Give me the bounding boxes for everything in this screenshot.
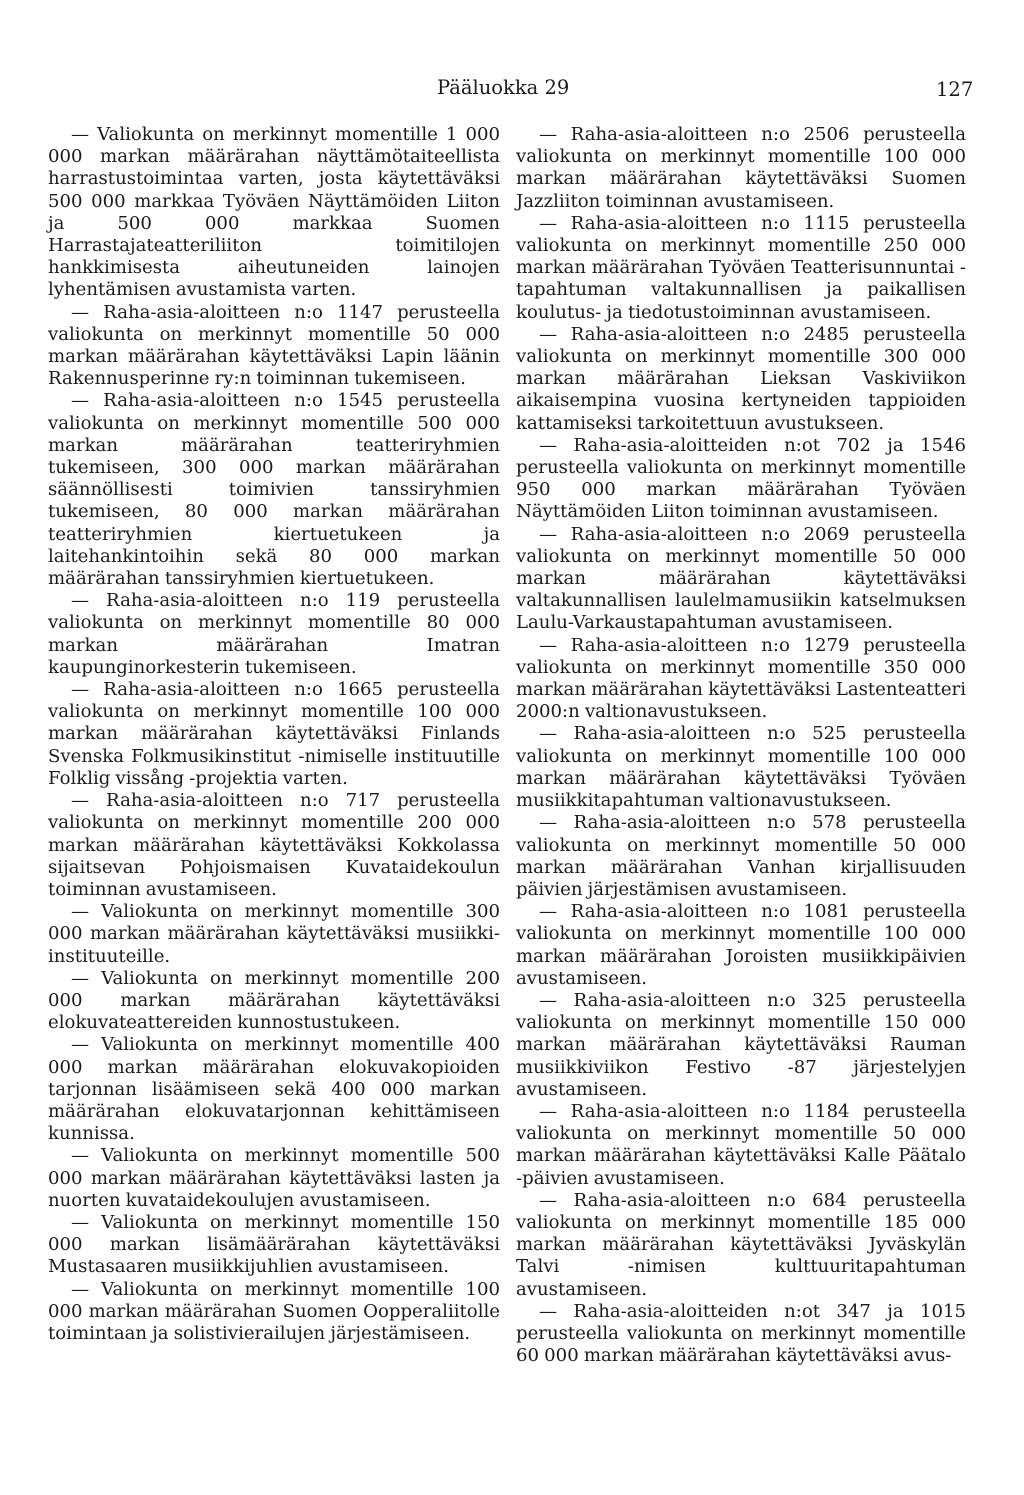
paragraph: — Valiokunta on merkinnyt momentille 300 000 markan määrärahan käytettäväksi musiikki-instituuteille. [48, 901, 500, 967]
paragraph: — Raha-asia-aloitteen n:o 525 perusteella valiokunta on merkinnyt momentille 100 000 markan määrärahan käytettäväksi Työväen musiikkitapahtuman valtionavustukseen. [516, 723, 966, 812]
paragraph: — Valiokunta on merkinnyt momentille 1 000 000 markan määrärahan näyttämötaiteellista harrastustoimintaa varten, josta käytettäväksi 500 000 markkaa Työväen Näyttämöiden Liiton ja 500 000 markkaa Suomen Harrastajateatteriliiton toimitilojen hankkimisesta aiheutuneiden lainojen lyhentämisen avustamista varten. [48, 124, 500, 301]
paragraph: — Raha-asia-aloitteen n:o 2069 perusteella valiokunta on merkinnyt momentille 50 000 markan määrärahan käytettäväksi valtakunnallisen laulelmamusiikin katselmuksen Laulu-Varkaustapahtuman avustamiseen. [516, 523, 966, 634]
paragraph: — Raha-asia-aloitteen n:o 1665 perusteella valiokunta on merkinnyt momentille 100 000 markan määrärahan käytettäväksi Finlands Svenska Folkmusikinstitut -nimiselle instituutille Folklig vissång -projektia varten. [48, 679, 500, 789]
paragraph: — Raha-asia-aloitteen n:o 578 perusteella valiokunta on merkinnyt momentille 50 000 markan määrärahan Vanhan kirjallisuuden päivien järjestämisen avustamiseen. [516, 812, 966, 900]
paragraph: — Valiokunta on merkinnyt momentille 200 000 markan määrärahan käytettäväksi elokuvateattereiden kunnostustukeen. [48, 967, 500, 1034]
paragraph: — Raha-asia-aloitteen n:o 1184 perusteella valiokunta on merkinnyt momentille 50 000 markan määrärahan käytettäväksi Kalle Päätalo -päivien avustamiseen. [516, 1100, 966, 1189]
paragraph: — Raha-asia-aloitteen n:o 1279 perusteella valiokunta on merkinnyt momentille 350 000 markan määrärahan käytettäväksi Lastenteatteri 2000:n valtionavustukseen. [516, 634, 966, 723]
section-title: Pääluokka 29 [437, 76, 570, 99]
paragraph: — Raha-asia-aloitteen n:o 1081 perusteella valiokunta on merkinnyt momentille 100 000 markan määrärahan Joroisten musiikkipäivien avustamiseen. [516, 901, 966, 989]
paragraph: — Raha-asia-aloitteiden n:ot 702 ja 1546 perusteella valiokunta on merkinnyt momentille 950 000 markan määrärahan Työväen Näyttämöiden Liiton toiminnan avustamiseen. [516, 434, 966, 523]
paragraph: — Raha-asia-aloitteiden n:ot 347 ja 1015 perusteella valiokunta on merkinnyt momentille 60 000 markan määrärahan käytettäväksi avus- [516, 1300, 966, 1367]
page-number: 127 [936, 78, 974, 101]
paragraph: — Raha-asia-aloitteen n:o 1545 perusteella valiokunta on merkinnyt momentille 500 000 markan määrärahan teatteriryhmien tukemiseen, 300 000 markan määrärahan säännöllisesti toimivien tanssiryhmien tukemiseen, 80 000 markan määrärahan teatteriryhmien kiertuetukeen ja laitehankintoihin sekä 80 000 markan määrärahan tanssiryhmien kiertuetukeen. [48, 390, 500, 590]
paragraph: — Raha-asia-aloitteen n:o 325 perusteella valiokunta on merkinnyt momentille 150 000 markan määrärahan käytettäväksi Rauman musiikkiviikon Festivo -87 järjestelyjen avustamiseen. [516, 989, 966, 1100]
paragraph: — Raha-asia-aloitteen n:o 717 perusteella valiokunta on merkinnyt momentille 200 000 markan määrärahan käytettäväksi Kokkolassa sijaitsevan Pohjoismaisen Kuvataidekoulun toiminnan avustamiseen. [48, 790, 500, 900]
paragraph: — Valiokunta on merkinnyt momentille 150 000 markan lisämäärärahan käytettäväksi Mustasaaren musiikkijuhlien avustamiseen. [48, 1211, 500, 1278]
paragraph: — Valiokunta on merkinnyt momentille 500 000 markan määrärahan käytettäväksi lasten ja nuorten kuvataidekoulujen avustamiseen. [48, 1145, 500, 1211]
paragraph: — Raha-asia-aloitteen n:o 684 perusteella valiokunta on merkinnyt momentille 185 000 markan määrärahan käytettäväksi Jyväskylän Talvi -nimisen kulttuuritapahtuman avustamiseen. [516, 1189, 966, 1300]
page-header [0, 76, 1024, 100]
paragraph: — Valiokunta on merkinnyt momentille 100 000 markan määrärahan Suomen Oopperaliitolle toimintaan ja solistivierailujen järjestämiseen. [48, 1278, 500, 1344]
paragraph: — Raha-asia-aloitteen n:o 1115 perusteella valiokunta on merkinnyt momentille 250 000 markan määrärahan Työväen Teatterisunnuntai -tapahtuman valtakunnallisen ja paikallisen koulutus- ja tiedotustoiminnan avustamiseen. [516, 212, 966, 323]
paragraph: — Raha-asia-aloitteen n:o 2506 perusteella valiokunta on merkinnyt momentille 100 000 markan määrärahan käytettäväksi Suomen Jazzliiton toiminnan avustamiseen. [516, 124, 966, 212]
left-column [48, 124, 500, 1345]
paragraph: — Raha-asia-aloitteen n:o 1147 perusteella valiokunta on merkinnyt momentille 50 000 markan määrärahan käytettäväksi Lapin läänin Rakennusperinne ry:n toiminnan tukemiseen. [48, 301, 500, 390]
paragraph: — Raha-asia-aloitteen n:o 119 perusteella valiokunta on merkinnyt momentille 80 000 markan määrärahan Imatran kaupunginorkesterin tukemiseen. [48, 590, 500, 678]
paragraph: — Valiokunta on merkinnyt momentille 400 000 markan määrärahan elokuvakopioiden tarjonnan lisäämiseen sekä 400 000 markan määrärahan elokuvatarjonnan kehittämiseen kunnissa. [48, 1034, 500, 1145]
paragraph: — Raha-asia-aloitteen n:o 2485 perusteella valiokunta on merkinnyt momentille 300 000 markan määrärahan Lieksan Vaskiviikon aikaisempina vuosina kertyneiden tappioiden kattamiseksi tarkoitettuun avustukseen. [516, 323, 966, 434]
right-column [516, 124, 966, 1367]
